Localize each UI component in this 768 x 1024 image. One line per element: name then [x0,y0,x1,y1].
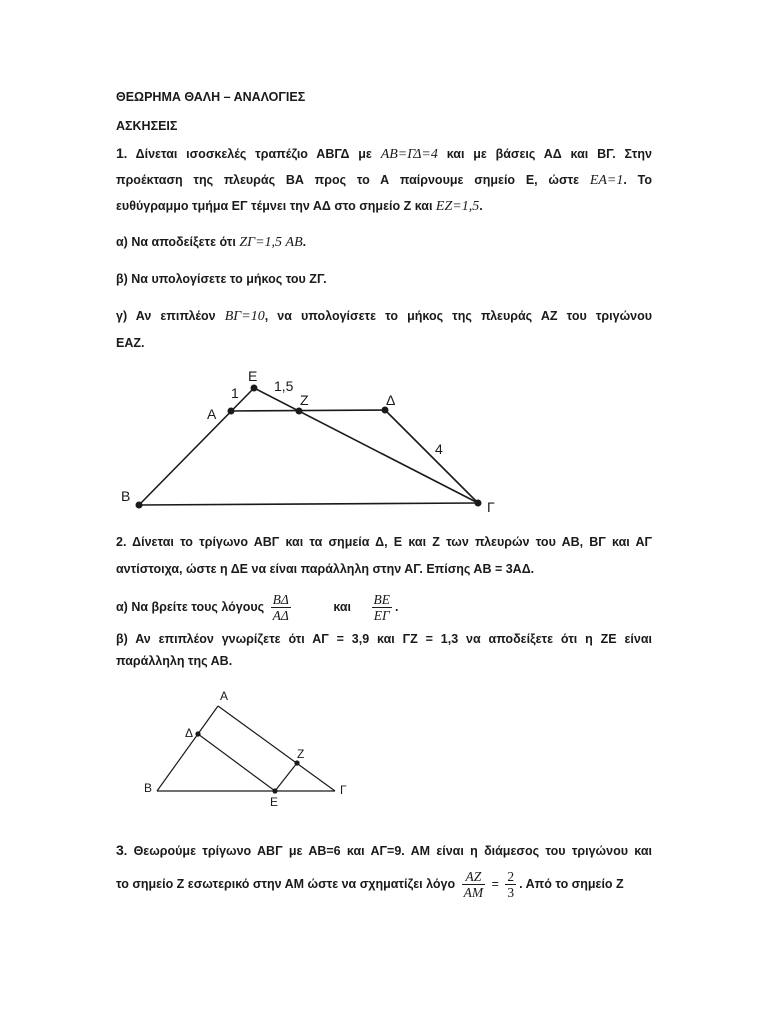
label-g2: Γ [340,783,347,797]
ex2-part-a-dot: . [395,600,399,614]
ex2-part-b-cont: παράλληλη της ΑΒ. [116,654,233,668]
ex1-part-c-text-b: , να υπολογίσετε το μήκος της πλευράς ΑΖ του τριγώνου [264,309,652,323]
fraction-denominator: 3 [507,885,515,901]
ex1-part-b: β) Να υπολογίσετε το μήκος του ΖΓ. [116,272,327,286]
ex1-part-c-text: γ) Αν επιπλέον [116,309,216,323]
ex1-number: 1 [116,145,124,161]
point-d2 [195,731,200,736]
ex1-part-a-dot: . [302,235,307,249]
point-z2 [294,760,299,765]
label-z2: Ζ [297,747,305,761]
ex1-part-a-text: α) Να αποδείξετε ότι [116,235,236,249]
length-ez: 1,5 [274,378,294,394]
fraction-numerator: ΒΔ [272,592,289,608]
ex3-number: 3 [116,842,124,858]
label-e: Ε [248,368,258,384]
ex3-text-2b: . Από το σημείο Ζ [519,877,624,891]
ex1-math-zg: ΖΓ=1,5 AB [239,235,303,250]
fraction-denominator: ΕΓ [373,608,390,624]
ex1-text-2a: προέκταση της πλευράς ΒΑ προς το Α παίρνουμε σημείο Ε, ώστε [116,173,580,187]
fraction-two-thirds [505,869,516,900]
length-gd: 4 [435,441,443,457]
label-b2: Β [144,781,153,795]
ex2-part-b: β) Αν επιπλέον γνωρίζετε ότι ΑΓ = 3,9 και ΓΖ = 1,3 να αποδείξετε ότι η ΖΕ είναι [116,632,652,646]
ex3-line-2 [116,866,652,902]
fraction-numerator: ΑΖ [462,869,486,885]
ex1-math-ab-gd: AB=ΓΔ=4 [380,147,438,162]
ex1-math-ea: EA=1 [589,173,624,188]
label-g: Γ [487,499,495,515]
ex1-text-3a: ευθύγραμμο τμήμα ΕΓ τέμνει την ΑΔ στο σημείο Ζ και [116,199,433,213]
ex1-text-1b: και με βάσεις ΑΔ και ΒΓ. Στην [446,147,652,161]
fraction-numerator: ΒΕ [373,592,391,608]
ex3-line-1 [116,842,652,859]
ex2-and: και [333,600,352,614]
ex1-text-3b: . [479,199,483,213]
fraction-denominator: ΑΜ [463,885,484,901]
label-z: Z [300,392,309,408]
fraction-numerator: 2 [507,869,515,885]
ex3-text-1: . Θεωρούμε τρίγωνο ΑΒΓ με ΑΒ=6 και ΑΓ=9. ΑΜ είναι η διάμεσος του τριγώνου και [123,844,652,858]
label-d: Δ [386,392,396,408]
point-e2 [272,788,277,793]
ex1-math-bg: ΒΓ=10 [224,309,265,324]
label-e2: Ε [270,795,279,809]
ex2-number: 2 [116,535,123,549]
ex1-text-1a: . Δίνεται ισοσκελές τραπέζιο ΑΒΓΔ με [123,147,372,161]
label-a: Α [207,406,217,422]
ex2-text-1: . Δίνεται το τρίγωνο ΑΒΓ και τα σημεία Δ, Ε και Ζ των πλευρών του ΑΒ, ΒΓ και ΑΓ [122,535,652,549]
ex1-math-ez: EZ=1,5 [435,199,480,214]
label-a2: Α [220,689,229,703]
ex1-part-c-cont: ΕΑΖ. [116,336,145,350]
length-ea: 1 [231,385,239,401]
fraction-az-am [462,869,486,900]
segment-ab2 [157,706,218,791]
equals-sign: = [491,877,499,891]
segment-ag2 [218,706,335,791]
ex1-text-2b: . Το [623,173,652,187]
label-d2: Δ [185,726,194,740]
segment-de [198,734,275,791]
ex2-part-a-text: α) Να βρείτε τους λόγους [116,600,265,614]
fraction-denominator: ΑΔ [272,608,289,624]
ex3-text-2a: το σημείο Ζ εσωτερικό στην ΑΜ ώστε να σχηματίζει λόγο [116,877,456,891]
segment-ez [275,763,297,791]
label-b: Β [121,488,131,504]
ex2-line-2: αντίστοιχα, ώστε η ΔΕ να είναι παράλληλη στην ΑΓ. Επίσης ΑΒ = 3ΑΔ. [116,562,535,576]
section-heading: ΑΣΚΗΣΕΙΣ [116,119,178,133]
document-title: ΘΕΩΡΗΜΑ ΘΑΛΗ – ΑΝΑΛΟΓΙΕΣ [116,90,306,104]
